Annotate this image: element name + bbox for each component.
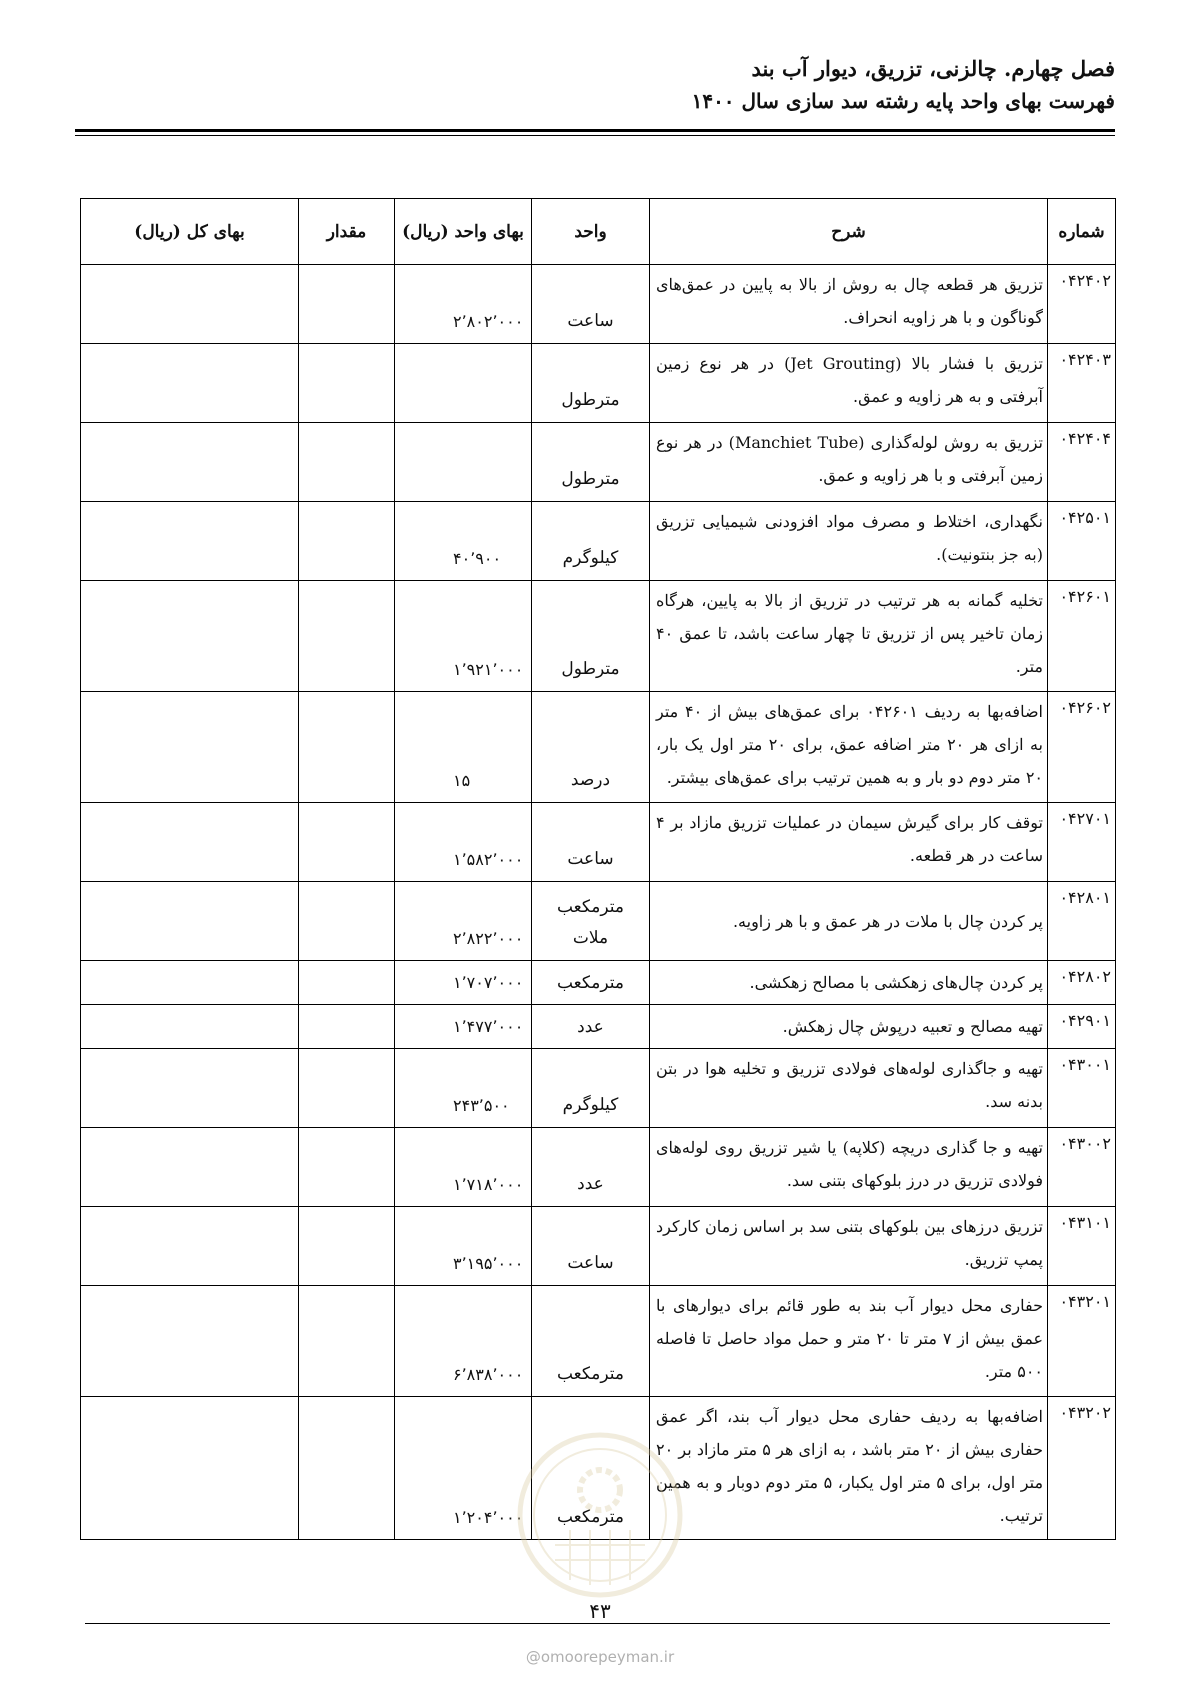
row-code: ۰۴۲۶۰۱ — [1048, 581, 1116, 692]
row-description: تهیه و جاگذاری لوله‌های فولادی تزریق و تخلیه هوا در بتن بدنه سد. — [650, 1049, 1048, 1128]
row-unit: ساعت — [532, 803, 650, 882]
price-list-title: فهرست بهای واحد پایه رشته سد سازی سال ۱۴۰۰ — [691, 89, 1115, 113]
row-unit-price: ۱٬۲۰۴٬۰۰۰ — [395, 1397, 532, 1540]
row-unit: مترطول — [532, 581, 650, 692]
row-code: ۰۴۲۵۰۱ — [1048, 502, 1116, 581]
row-unit: عدد — [532, 1128, 650, 1207]
row-description: تهیه و جا گذاری دریچه (کلاپه) یا شیر تزریق روی لوله‌های فولادی تزریق در درز بلوکهای بتنی سد. — [650, 1128, 1048, 1207]
row-unit: کیلوگرم — [532, 1049, 650, 1128]
table-row — [81, 961, 1116, 1005]
table-row — [81, 1286, 1116, 1397]
col-header-description: شرح — [650, 199, 1048, 265]
col-header-unit-price: بهای واحد (ریال) — [395, 199, 532, 265]
row-total-price — [81, 803, 299, 882]
row-description: حفاری محل دیوار آب بند به طور قائم برای دیوارهای با عمق بیش از ۷ متر تا ۲۰ متر و حمل مواد حاصل تا فاصله ۵۰۰ متر. — [650, 1286, 1048, 1397]
table-row — [81, 502, 1116, 581]
row-code: ۰۴۳۰۰۱ — [1048, 1049, 1116, 1128]
row-unit-price — [395, 423, 532, 502]
chapter-title: فصل چهارم. چالزنی، تزریق، دیوار آب بند — [751, 56, 1115, 81]
row-code: ۰۴۲۷۰۱ — [1048, 803, 1116, 882]
row-quantity — [299, 581, 395, 692]
row-code: ۰۴۲۸۰۲ — [1048, 961, 1116, 1005]
row-unit: مترمکعب — [532, 961, 650, 1005]
row-description: تزریق با فشار بالا (Jet Grouting) در هر نوع زمین آبرفتی و به هر زاویه و عمق. — [650, 344, 1048, 423]
row-quantity — [299, 803, 395, 882]
row-code: ۰۴۳۰۰۲ — [1048, 1128, 1116, 1207]
row-code: ۰۴۳۱۰۱ — [1048, 1207, 1116, 1286]
row-description: تزریق هر قطعه چال به روش از بالا به پایین در عمق‌های گوناگون و با هر زاویه انحراف. — [650, 265, 1048, 344]
row-quantity — [299, 423, 395, 502]
row-code: ۰۴۲۹۰۱ — [1048, 1005, 1116, 1049]
row-description: تزریق درزهای بین بلوکهای بتنی سد بر اساس زمان کارکرد پمپ تزریق. — [650, 1207, 1048, 1286]
row-unit: کیلوگرم — [532, 502, 650, 581]
row-description: اضافه‌بها به ردیف حفاری محل دیوار آب بند، اگر عمق حفاری بیش از ۲۰ متر باشد ، به ازای هر ۵ متر مازاد بر ۲۰ متر اول، برای ۵ متر اول یکبار، ۵ متر دوم دوبار و به همین ترتیب. — [650, 1397, 1048, 1540]
row-code: ۰۴۲۴۰۲ — [1048, 265, 1116, 344]
row-description: اضافه‌بها به ردیف ۰۴۲۶۰۱ برای عمق‌های بیش از ۴۰ متر به ازای هر ۲۰ متر اضافه عمق، برای ۲۰ متر اول یک بار، ۲۰ متر دوم دو بار و به همین ترتیب برای عمق‌های بیشتر. — [650, 692, 1048, 803]
publisher-seal-watermark — [515, 1430, 685, 1600]
table-row — [81, 1005, 1116, 1049]
row-unit-price — [395, 344, 532, 423]
row-code: ۰۴۲۴۰۴ — [1048, 423, 1116, 502]
row-unit: مترطول — [532, 423, 650, 502]
row-total-price — [81, 692, 299, 803]
table-row — [81, 1207, 1116, 1286]
row-description: تهیه مصالح و تعبیه درپوش چال زهکش. — [650, 1005, 1048, 1049]
row-quantity — [299, 692, 395, 803]
row-quantity — [299, 1207, 395, 1286]
website-watermark: @omoorepeyman.ir — [525, 1648, 675, 1666]
row-quantity — [299, 1286, 395, 1397]
row-quantity — [299, 344, 395, 423]
row-code: ۰۴۲۶۰۲ — [1048, 692, 1116, 803]
table-header-row — [81, 199, 1116, 265]
row-description: توقف کار برای گیرش سیمان در عملیات تزریق مازاد بر ۴ ساعت در هر قطعه. — [650, 803, 1048, 882]
row-unit-price: ۶٬۸۳۸٬۰۰۰ — [395, 1286, 532, 1397]
row-quantity — [299, 265, 395, 344]
table-row — [81, 581, 1116, 692]
row-total-price — [81, 1397, 299, 1540]
col-header-total-price: بهای کل (ریال) — [81, 199, 299, 265]
col-header-number: شماره — [1048, 199, 1116, 265]
table-row — [81, 265, 1116, 344]
row-code: ۰۴۳۲۰۲ — [1048, 1397, 1116, 1540]
col-header-quantity: مقدار — [299, 199, 395, 265]
row-quantity — [299, 1128, 395, 1207]
row-quantity — [299, 502, 395, 581]
price-table — [80, 198, 1116, 1540]
row-quantity — [299, 882, 395, 961]
row-description: تخلیه گمانه به هر ترتیب در تزریق از بالا به پایین، هرگاه زمان تاخیر پس از تزریق تا چهار ساعت باشد، تا عمق ۴۰ متر. — [650, 581, 1048, 692]
row-quantity — [299, 1397, 395, 1540]
row-unit: مترمکعب ملات — [532, 882, 650, 961]
row-unit-price: ۱۵ — [395, 692, 532, 803]
row-total-price — [81, 1286, 299, 1397]
row-unit-price: ۲۴۳٬۵۰۰ — [395, 1049, 532, 1128]
row-quantity — [299, 1005, 395, 1049]
table-row — [81, 1128, 1116, 1207]
table-row — [81, 692, 1116, 803]
table-row — [81, 423, 1116, 502]
row-description: تزریق به روش لوله‌گذاری (Manchiet Tube) در هر نوع زمین آبرفتی و با هر زاویه و عمق. — [650, 423, 1048, 502]
table-row — [81, 803, 1116, 882]
row-total-price — [81, 581, 299, 692]
row-unit-price: ۱٬۴۷۷٬۰۰۰ — [395, 1005, 532, 1049]
row-unit-price: ۳٬۱۹۵٬۰۰۰ — [395, 1207, 532, 1286]
row-total-price — [81, 423, 299, 502]
table-row — [81, 1049, 1116, 1128]
header-rule-thin — [75, 135, 1115, 136]
footer-rule — [85, 1623, 1110, 1624]
row-unit-price: ۱٬۹۲۱٬۰۰۰ — [395, 581, 532, 692]
page-number: ۴۳ — [589, 1599, 611, 1623]
col-header-unit: واحد — [532, 199, 650, 265]
row-quantity — [299, 1049, 395, 1128]
row-unit: عدد — [532, 1005, 650, 1049]
header-rule-thick — [75, 129, 1115, 132]
row-unit: ساعت — [532, 1207, 650, 1286]
row-total-price — [81, 1207, 299, 1286]
row-total-price — [81, 1005, 299, 1049]
row-total-price — [81, 265, 299, 344]
row-description: پر کردن چال با ملات در هر عمق و با هر زاویه. — [650, 882, 1048, 961]
row-total-price — [81, 502, 299, 581]
page-header — [75, 52, 1115, 116]
row-unit-price: ۱٬۷۰۷٬۰۰۰ — [395, 961, 532, 1005]
row-unit-price: ۲٬۸۰۲٬۰۰۰ — [395, 265, 532, 344]
row-description: پر کردن چال‌های زهکشی با مصالح زهکشی. — [650, 961, 1048, 1005]
row-unit-price: ۲٬۸۲۲٬۰۰۰ — [395, 882, 532, 961]
row-code: ۰۴۳۲۰۱ — [1048, 1286, 1116, 1397]
row-total-price — [81, 882, 299, 961]
row-total-price — [81, 344, 299, 423]
row-unit: مترطول — [532, 344, 650, 423]
row-code: ۰۴۲۴۰۳ — [1048, 344, 1116, 423]
table-row — [81, 344, 1116, 423]
row-unit: درصد — [532, 692, 650, 803]
row-total-price — [81, 961, 299, 1005]
row-unit-price: ۴۰٬۹۰۰ — [395, 502, 532, 581]
row-unit: مترمکعب — [532, 1286, 650, 1397]
row-unit-price: ۱٬۵۸۲٬۰۰۰ — [395, 803, 532, 882]
row-unit: ساعت — [532, 265, 650, 344]
row-unit: مترمکعب — [532, 1397, 650, 1540]
row-code: ۰۴۲۸۰۱ — [1048, 882, 1116, 961]
table-row — [81, 882, 1116, 961]
row-quantity — [299, 961, 395, 1005]
row-description: نگهداری، اختلاط و مصرف مواد افزودنی شیمیایی تزریق (به جز بنتونیت). — [650, 502, 1048, 581]
row-total-price — [81, 1049, 299, 1128]
row-unit-price: ۱٬۷۱۸٬۰۰۰ — [395, 1128, 532, 1207]
row-total-price — [81, 1128, 299, 1207]
